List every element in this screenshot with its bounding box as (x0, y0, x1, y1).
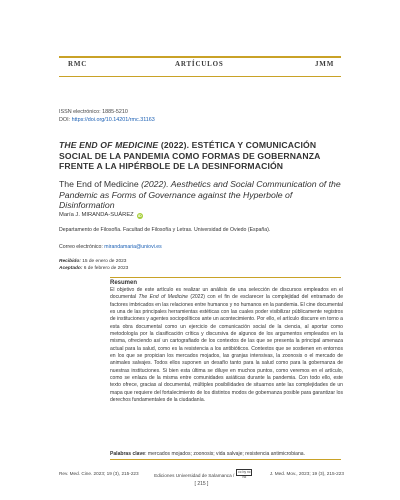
title-english-rest: (2022). Aesthetics and Social Communication of the Pandemic as Forms of Governance against the Hyperbole of Disinformation (59, 179, 341, 211)
title-english-film: The End of Medicine (59, 179, 142, 189)
footer-citation-es: Rev. Med. Cine. 2023; 19 (3), 215-223 (59, 471, 139, 476)
footer-citation-en: J. Med. Mov., 2023; 19 (3), 215-223 (269, 471, 344, 476)
header-journal-right: JMM (315, 60, 335, 68)
author-name: María J. MIRANDA-SUÁREZ (59, 212, 134, 218)
keywords-list: : mercados mojados; zoonosis; vida salvaje; resistencia antimicrobiana. (145, 451, 305, 457)
issn-line: ISSN electrónico: 1885-5210 (59, 109, 128, 115)
header-rule-top (59, 56, 341, 58)
footer (59, 469, 344, 487)
title-spanish (59, 140, 344, 172)
abstract-text-2: (2022) con el fin de esclarecer la complejidad del entramado de factores imbricados en las relaciones entre humanos y no humanos en la pandemia. El cine documental es una de las principales herramientas estéticas con las cuales poder visibilizar públicamente registros de instituciones y agentes sociopolíticos ante un acontecimiento. Por ello, el artículo discurre en torno a esta obra documental como un ejercicio de comunicación social de la ciencia, al aportar como metodología por la clasificación crítica y discursiva de algunos de los argumentos empleados en la misma, ofreciendo así un cartografiado de los contextos de las que se presenta la principal amenaza actual para la salud, como es la resistencia a los antibióticos. Contextos que se sostienen en entornos en los que se propician los mercados mojados, las granjas intensivas, la zoonosis o el mercado de animales salvajes. Todos ellos suponen un desafío tanto para la salud como para la gobernanza de nuestras instituciones. Si bien esta última se diluye en muchos puntos, como veremos en el artículo, como se enlaza de la misma entre comunidades asiáticas durante la pandemia. Con todo ello, este texto ofrece, gracias al documental, múltiples posibilidades de situarnos ante las complejidades de un mapa que requiere del fortalecimiento de los distintos modos de gobernanza posible para garantizar los derechos fundamentales de la ciudadanía. (110, 294, 344, 404)
doi-label: DOI: (59, 117, 71, 123)
header-rule-bottom (59, 76, 341, 77)
cc-license-icon[interactable]: cc by nc nd (238, 470, 251, 479)
abstract-body (110, 287, 343, 405)
accepted-label: Aceptado: (59, 266, 83, 271)
orcid-icon[interactable]: iD (137, 212, 142, 218)
abstract-rule-top (110, 277, 341, 278)
abstract-heading: Resumen (110, 280, 138, 286)
header-journal-left: RMC (68, 60, 88, 68)
email-line (59, 244, 162, 250)
title-spanish-film: THE END OF MEDICINE (59, 140, 159, 150)
received-value: 15 de enero de 2023 (80, 259, 127, 264)
title-english (59, 179, 344, 211)
title-spanish-rest: (2022). ESTÉTICA Y COMUNICACIÓN SOCIAL DE LA PANDEMIA COMO FORMAS DE GOBERNANZA FRENTE A LA HIPÉRBOLE DE LA DESINFORMACIÓN (59, 140, 321, 172)
keywords (110, 451, 343, 457)
doi-line (59, 116, 155, 124)
keywords-label: Palabras clave (110, 451, 146, 457)
author (59, 212, 143, 219)
email-label: Correo electrónico: (59, 244, 105, 250)
footer-publisher-name: Ediciones Universidad de Salamanca / (154, 473, 235, 478)
received-date (59, 259, 126, 264)
footer-publisher (154, 469, 254, 478)
doi-link[interactable]: https://doi.org/10.14201/rmc.31163 (71, 117, 155, 123)
header-section: ARTÍCULOS (175, 60, 224, 68)
email-link[interactable]: mirandamaria@uniovi.es (104, 244, 162, 250)
abstract-film-title: The End of Medicine (138, 294, 188, 301)
accepted-date (59, 266, 128, 271)
abstract-rule-bottom (110, 459, 341, 460)
received-label: Recibido: (59, 259, 81, 264)
accepted-value: 6 de febrero de 2023 (82, 266, 129, 271)
abstract-text-1: El objetivo de este artículo es realizar un análisis de una selección de discursos empleados en el documental (110, 287, 343, 301)
affiliation: Departamento de Filosofía. Facultad de Filosofía y Letras. Universidad de Oviedo (España). (59, 227, 271, 233)
page-number: [ 215 ] (194, 481, 209, 487)
